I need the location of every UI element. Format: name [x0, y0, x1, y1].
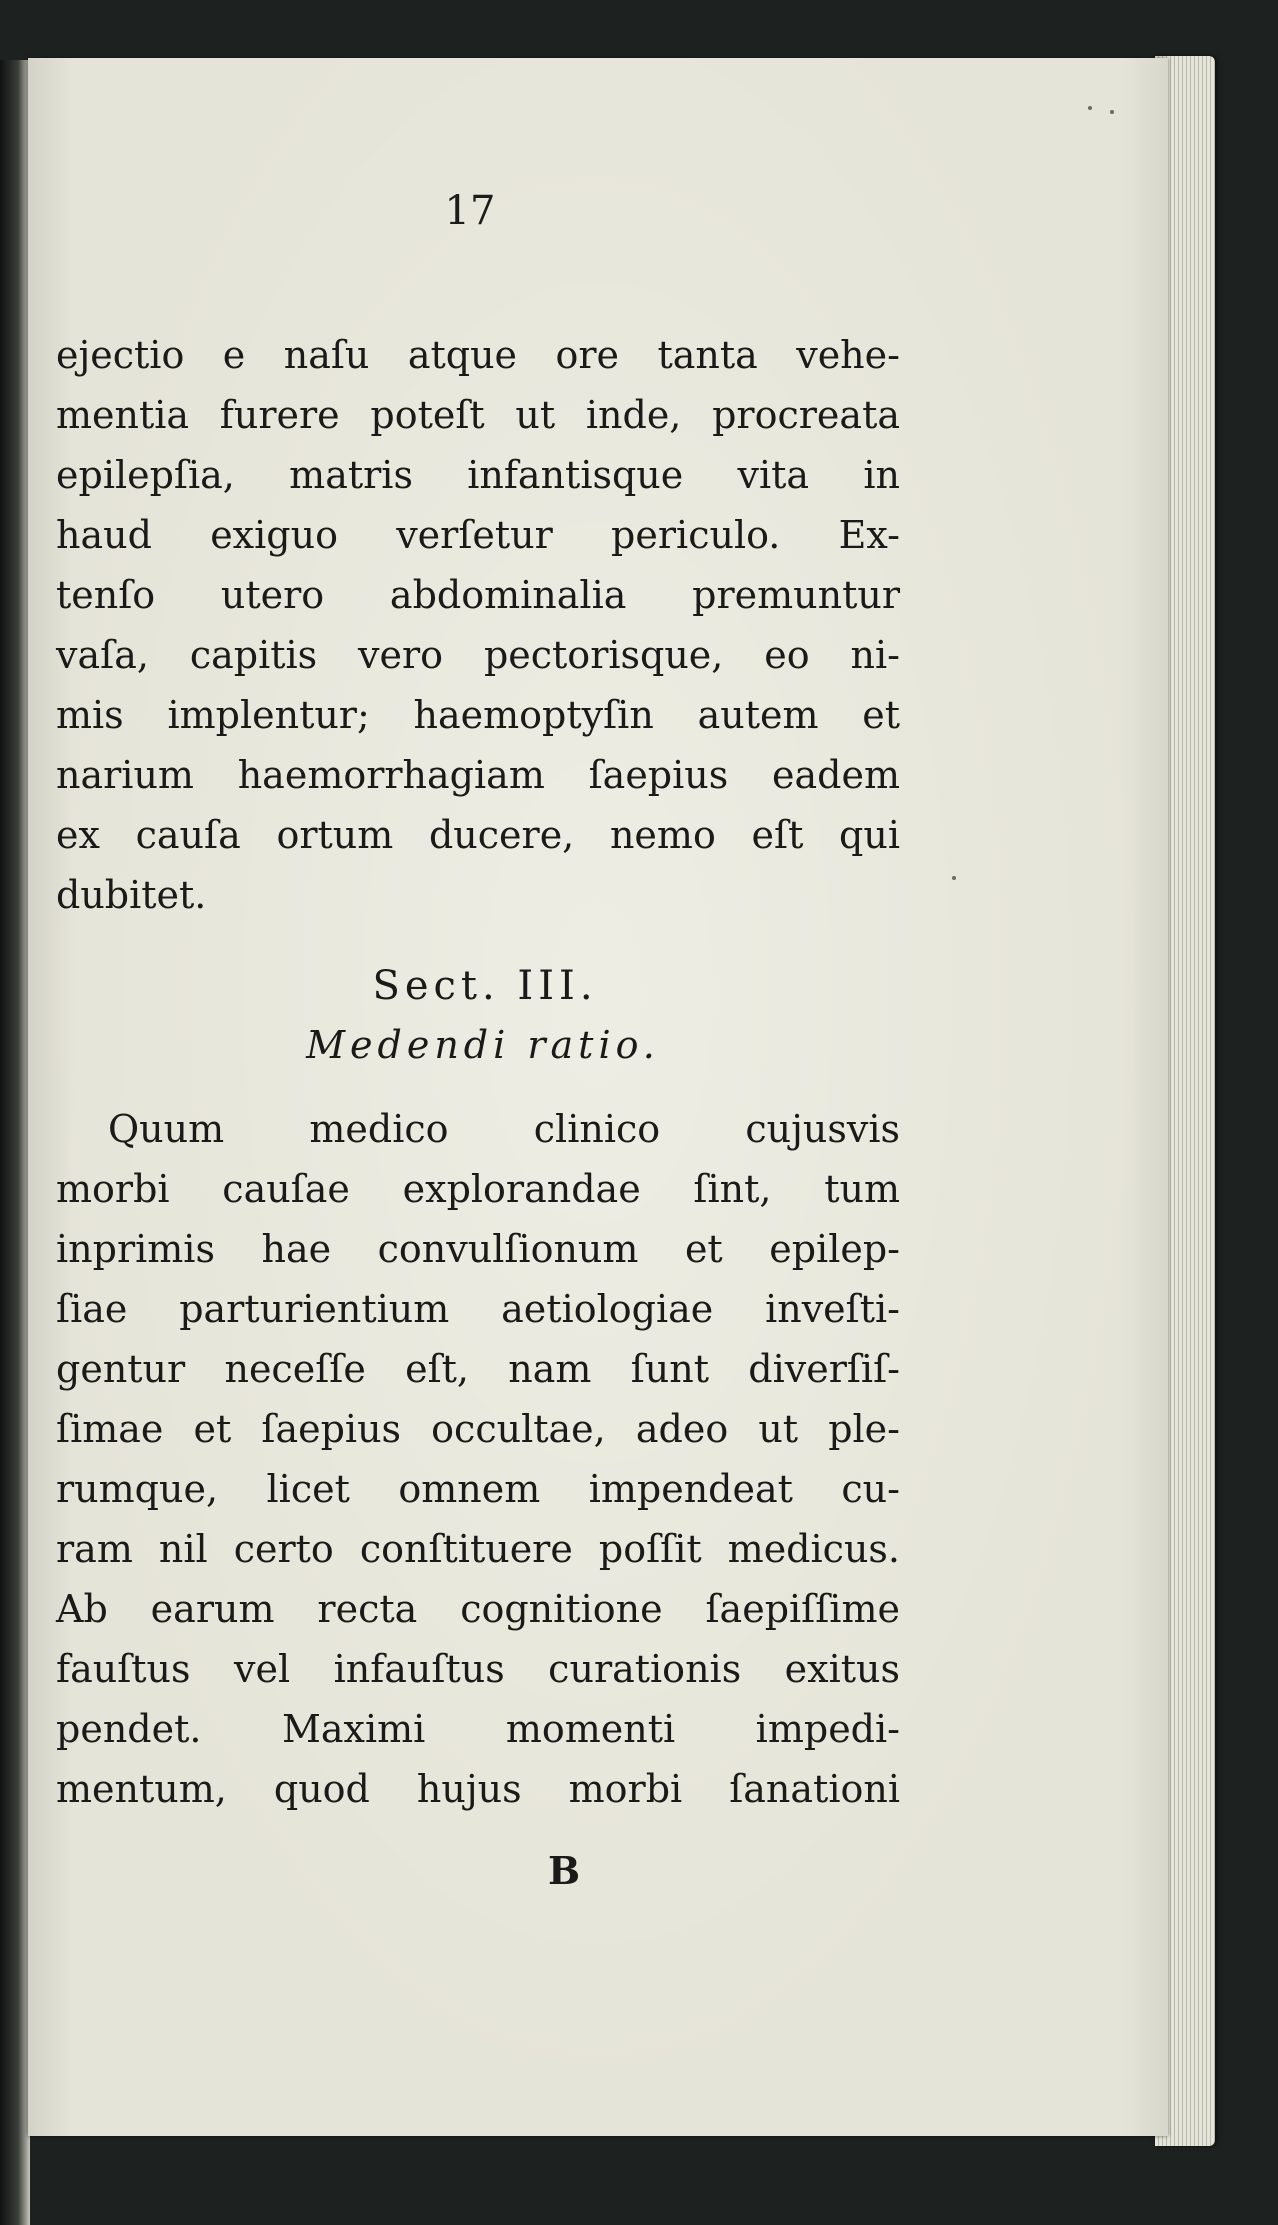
- text-line: gentur neceſſe eſt, nam ſunt diverſiſ-: [56, 1347, 900, 1391]
- text-line: vaſa, capitis vero pectorisque, eo ni-: [56, 633, 900, 677]
- text-line: haud exiguo verſetur periculo. Ex-: [56, 513, 900, 557]
- text-line: mis implentur; haemoptyſin autem et: [56, 693, 900, 737]
- text-line: ſiae parturientium aetiologiae inveſti-: [56, 1287, 900, 1331]
- text-line: mentum, quod hujus morbi ſanationi: [56, 1767, 900, 1811]
- text-line: mentia furere poteſt ut inde, procreata: [56, 393, 900, 437]
- text-line: fauſtus vel infauſtus curationis exitus: [56, 1647, 900, 1691]
- body-text: [56, 325, 900, 1819]
- text-line: ram nil certo conſtituere poſſit medicus.: [56, 1527, 900, 1571]
- section-subtitle: Medendi ratio.: [306, 1023, 660, 1067]
- text-line: tenſo utero abdominalia premuntur: [56, 573, 900, 617]
- text-line: Ab earum recta cognitione ſaepiſſime: [56, 1587, 900, 1631]
- speck: [1110, 110, 1114, 114]
- previous-page-edge: [0, 60, 30, 2225]
- text-line: dubitet.: [56, 873, 207, 917]
- text-line: inprimis hae convulſionum et epilep-: [56, 1227, 900, 1271]
- text-line: ex cauſa ortum ducere, nemo eſt qui: [56, 813, 900, 857]
- paragraph-1: [56, 325, 900, 925]
- text-line: pendet. Maximi momenti impedi-: [56, 1707, 900, 1751]
- text-line: morbi cauſae explorandae ſint, tum: [56, 1167, 900, 1211]
- text-line: ejectio e naſu atque ore tanta vehe-: [56, 333, 900, 377]
- text-line: rumque, licet omnem impendeat cu-: [56, 1467, 900, 1511]
- page-number: 17: [444, 188, 496, 234]
- section-heading: Sect. III.: [372, 963, 598, 1009]
- speck: [952, 876, 956, 880]
- speck: [1088, 106, 1092, 110]
- text-line: narium haemorrhagiam ſaepius eadem: [56, 753, 900, 797]
- text-line: Quum medico clinico cujusvis: [108, 1107, 900, 1151]
- signature-mark: B: [548, 1848, 581, 1893]
- text-line: epilepſia, matris infantisque vita in: [56, 453, 900, 497]
- text-line: ſimae et ſaepius occultae, adeo ut ple-: [56, 1407, 900, 1451]
- paragraph-2: [56, 1099, 900, 1819]
